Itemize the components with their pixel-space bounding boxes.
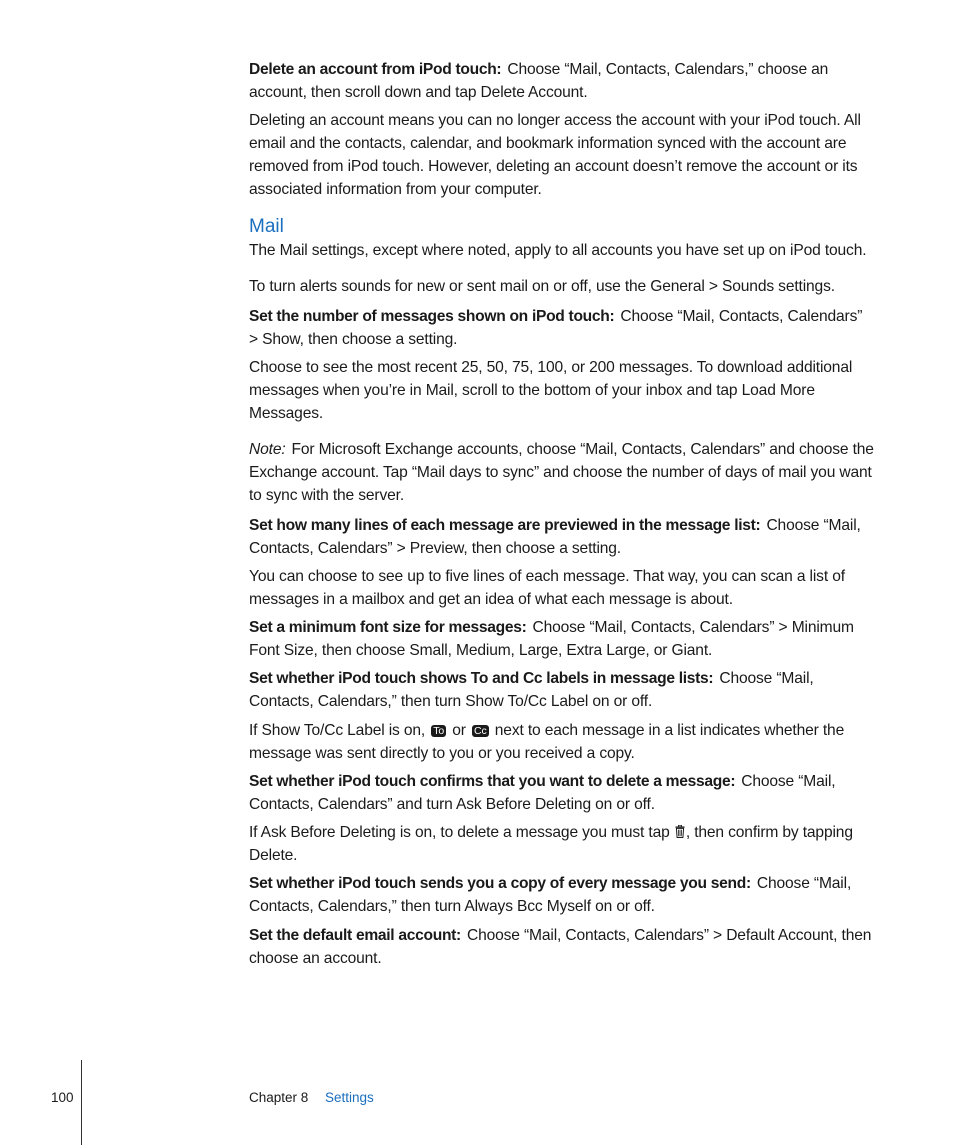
task-lead: Set the number of messages shown on iPod touch: xyxy=(249,308,615,325)
task-text: Choose “Mail, Contacts, Calendars” and turn Ask Before Deleting on or off. xyxy=(249,773,836,813)
task-text: Choose “Mail, Contacts, Calendars” > Default Account, then choose an account. xyxy=(249,927,872,967)
page-number: 100 xyxy=(51,1090,74,1105)
cc-label-icon: Cc xyxy=(474,725,487,737)
mail-heading: Mail xyxy=(249,216,284,237)
mail-intro: The Mail settings, except where noted, apply to all accounts you have set up on iPod touch. xyxy=(249,242,867,259)
delete-account-body: Deleting an account means you can no longer access the account with your iPod touch. All email and the contacts, calendar, and bookmark information synced with the account are removed from iPod touch. However, deleting an account doesn’t remove the account or its associated information from your computer. xyxy=(249,112,861,198)
task-lead: Set whether iPod touch confirms that you want to delete a message: xyxy=(249,773,736,790)
task-text: Choose “Mail, Contacts, Calendars,” then turn Show To/Cc Label on or off. xyxy=(249,670,814,710)
confirm-delete-body-after: , then confirm by tapping Delete. xyxy=(249,824,853,864)
task-text: Choose “Mail, Contacts, Calendars” > Minimum Font Size, then choose Small, Medium, Large, Extra Large, or Giant. xyxy=(249,619,854,659)
task-lead: Set the default email account: xyxy=(249,927,461,944)
alerts-text: To turn alerts sounds for new or sent mail on or off, use the General > Sounds settings. xyxy=(249,278,835,295)
task-text: Choose “Mail, Contacts, Calendars” > Preview, then choose a setting. xyxy=(249,517,861,557)
task-lead: Set whether iPod touch shows To and Cc labels in message lists: xyxy=(249,670,714,687)
to-cc-body-after: next to each message in a list indicates whether the message was sent directly to you or you received a copy. xyxy=(249,722,845,762)
preview-lines-body: You can choose to see up to five lines of each message. That way, you can scan a list of messages in a mailbox and get an idea of what each message is about. xyxy=(249,568,845,608)
task-text: Choose “Mail, Contacts, Calendars” > Show, then choose a setting. xyxy=(249,308,863,348)
task-text: Choose “Mail, Contacts, Calendars,” choose an account, then scroll down and tap Delete Account. xyxy=(249,61,829,101)
note-lead: Note: xyxy=(249,441,286,458)
note-text: For Microsoft Exchange accounts, choose “Mail, Contacts, Calendars” and choose the Exchange account. Tap “Mail days to sync” and choose the number of days of mail you want to sync with the server. xyxy=(249,441,874,504)
page-content xyxy=(249,58,875,975)
trash-icon xyxy=(675,825,685,838)
num-messages-task xyxy=(249,305,875,351)
to-cc-body-before: If Show To/Cc Label is on, xyxy=(249,722,426,739)
font-size-task xyxy=(249,616,875,662)
num-messages-body: Choose to see the most recent 25, 50, 75, 100, or 200 messages. To download additional messages when you’re in Mail, scroll to the bottom of your inbox and tap Load More Messages. xyxy=(249,359,853,422)
or-word: or xyxy=(452,722,466,739)
task-lead: Delete an account from iPod touch: xyxy=(249,61,502,78)
default-account-task xyxy=(249,924,875,970)
page-footer xyxy=(0,1089,954,1145)
confirm-delete-body-before: If Ask Before Deleting is on, to delete a message you must tap xyxy=(249,824,670,841)
confirm-delete-task xyxy=(249,770,875,816)
delete-account-task xyxy=(249,58,875,104)
note-paragraph xyxy=(249,438,875,507)
bcc-task xyxy=(249,872,875,918)
task-lead: Set a minimum font size for messages: xyxy=(249,619,527,636)
task-text: Choose “Mail, Contacts, Calendars,” then turn Always Bcc Myself on or off. xyxy=(249,875,852,915)
to-label-icon: To xyxy=(433,725,445,737)
preview-lines-task xyxy=(249,514,875,560)
confirm-delete-body xyxy=(249,821,875,867)
to-cc-task xyxy=(249,667,875,713)
task-lead: Set how many lines of each message are previewed in the message list: xyxy=(249,517,761,534)
footer-divider xyxy=(81,1060,82,1145)
task-lead: Set whether iPod touch sends you a copy of every message you send: xyxy=(249,875,751,892)
to-cc-body xyxy=(249,719,875,765)
footer-chapter: Chapter 8 xyxy=(249,1090,309,1105)
footer-section: Settings xyxy=(325,1090,374,1105)
